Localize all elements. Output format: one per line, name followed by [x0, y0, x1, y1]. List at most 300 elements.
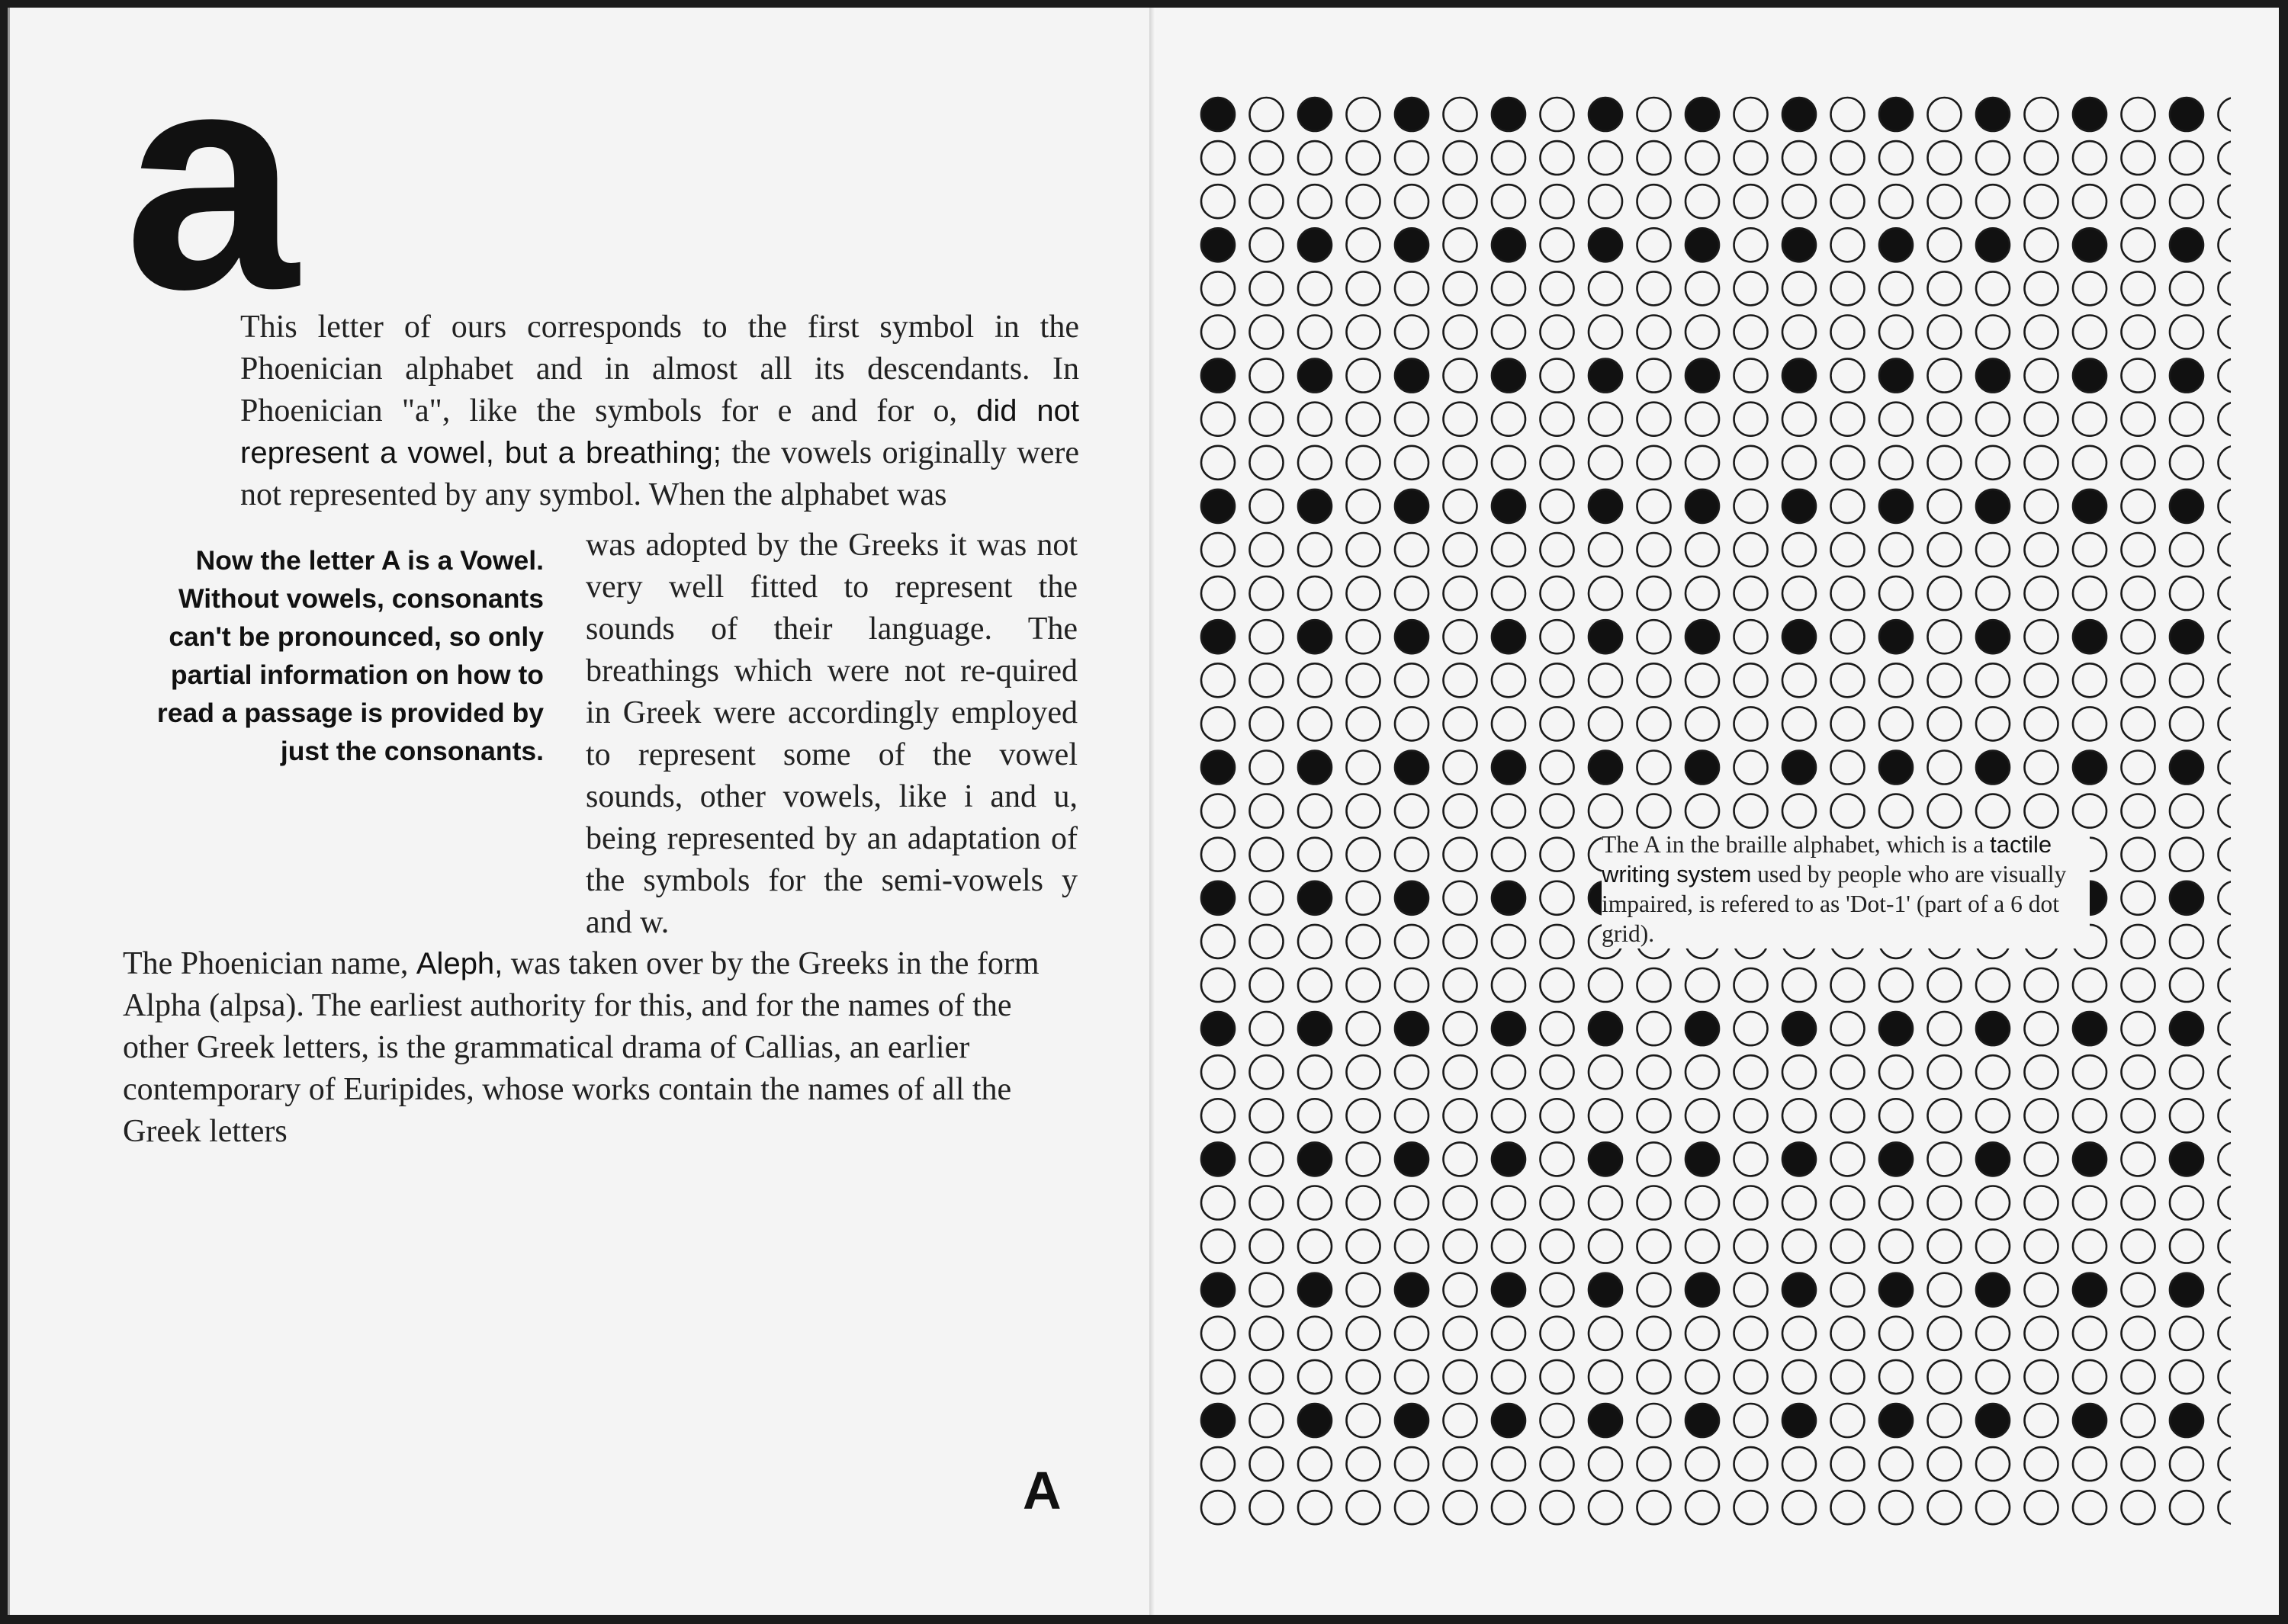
braille-dot-empty: [1347, 446, 1380, 480]
braille-dot-filled: [1782, 1273, 1816, 1307]
braille-dot-empty: [1298, 446, 1332, 480]
braille-dot-empty: [1637, 1317, 1671, 1350]
braille-dot-filled: [1976, 98, 2010, 131]
braille-dot-filled: [2073, 489, 2106, 523]
braille-dot-empty: [1250, 1447, 1284, 1481]
braille-dot-empty: [2025, 1491, 2058, 1524]
braille-dot-empty: [2073, 533, 2106, 566]
braille-dot-empty: [1347, 141, 1380, 175]
braille-dot-empty: [1541, 446, 1574, 480]
braille-dot-empty: [1347, 271, 1380, 305]
braille-dot-empty: [1250, 1491, 1284, 1524]
braille-dot-empty: [1541, 1447, 1574, 1481]
braille-dot-empty: [1541, 576, 1574, 610]
braille-dot-empty: [1685, 1186, 1719, 1220]
braille-dot-empty: [1395, 1230, 1428, 1263]
braille-dot-filled: [1395, 489, 1428, 523]
braille-dot-empty: [2073, 968, 2106, 1002]
braille-dot-empty: [1444, 1491, 1477, 1524]
braille-dot-empty: [1589, 141, 1622, 175]
braille-dot-empty: [1347, 968, 1380, 1002]
braille-dot-empty: [1250, 968, 1284, 1002]
braille-dot-filled: [1201, 751, 1235, 785]
braille-dot-empty: [1734, 1186, 1768, 1220]
braille-dot-empty: [1347, 228, 1380, 262]
braille-dot-empty: [2122, 794, 2155, 828]
braille-dot-empty: [1541, 1099, 1574, 1132]
braille-dot-empty: [2219, 1273, 2232, 1307]
braille-dot-empty: [1395, 1186, 1428, 1220]
braille-dot-empty: [1831, 1360, 1865, 1394]
braille-dot-empty: [1201, 1360, 1235, 1394]
braille-dot-empty: [1589, 403, 1622, 436]
braille-dot-empty: [1879, 1317, 1913, 1350]
braille-dot-empty: [2025, 1273, 2058, 1307]
braille-dot-empty: [1347, 794, 1380, 828]
braille-dot-empty: [1879, 1360, 1913, 1394]
braille-dot-empty: [1250, 1404, 1284, 1437]
caption-emphasis: tactile writing system: [1602, 831, 2052, 887]
braille-dot-empty: [2025, 316, 2058, 349]
braille-dot-empty: [1444, 968, 1477, 1002]
braille-dot-empty: [2122, 1404, 2155, 1437]
braille-dot-empty: [1685, 968, 1719, 1002]
braille-dot-empty: [1298, 1447, 1332, 1481]
braille-dot-filled: [1879, 228, 1913, 262]
braille-dot-empty: [1201, 1099, 1235, 1132]
braille-dot-empty: [1201, 925, 1235, 958]
braille-dot-empty: [1298, 707, 1332, 740]
braille-dot-empty: [1492, 663, 1525, 697]
braille-dot-filled: [2073, 1404, 2106, 1437]
body-column: was adopted by the Greeks it was not very well fitted to represent the sounds of their language. The breathings which were not re-quired in Greek were accordingly employed to represent some of the vowel sounds, other vowels, like i and u, being represented by an adaptation of the symbols for the semi-vowels y and w.: [586, 528, 1078, 940]
braille-dot-empty: [2122, 1317, 2155, 1350]
caption-text-start: The A in the braille alphabet, which is a: [1602, 831, 1991, 858]
braille-dot-empty: [1928, 1491, 1962, 1524]
braille-dot-empty: [1976, 1317, 2010, 1350]
braille-dot-empty: [2122, 663, 2155, 697]
braille-dot-filled: [1492, 620, 1525, 653]
braille-dot-empty: [2122, 1142, 2155, 1176]
braille-dot-empty: [1395, 663, 1428, 697]
braille-dot-filled: [1782, 751, 1816, 785]
braille-dot-filled: [1589, 228, 1622, 262]
braille-dot-empty: [1492, 1317, 1525, 1350]
braille-dot-empty: [1541, 1142, 1574, 1176]
braille-dot-empty: [1250, 228, 1284, 262]
braille-dot-empty: [1637, 403, 1671, 436]
braille-dot-empty: [2122, 98, 2155, 131]
braille-dot-filled: [1879, 620, 1913, 653]
braille-dot-empty: [1201, 316, 1235, 349]
braille-dot-empty: [1492, 838, 1525, 871]
braille-dot-empty: [1637, 1055, 1671, 1089]
braille-dot-filled: [1879, 1012, 1913, 1045]
braille-dot-empty: [1541, 141, 1574, 175]
braille-dot-empty: [1347, 1404, 1380, 1437]
braille-dot-empty: [1831, 533, 1865, 566]
braille-dot-empty: [1685, 533, 1719, 566]
braille-dot-empty: [1928, 1273, 1962, 1307]
braille-dot-empty: [1444, 1360, 1477, 1394]
braille-dot-empty: [1347, 925, 1380, 958]
braille-dot-empty: [1831, 794, 1865, 828]
braille-dot-empty: [1879, 533, 1913, 566]
braille-dot-empty: [2219, 751, 2232, 785]
braille-dot-empty: [1444, 576, 1477, 610]
braille-dot-empty: [1444, 663, 1477, 697]
braille-dot-empty: [1879, 1447, 1913, 1481]
braille-dot-empty: [1831, 403, 1865, 436]
braille-dot-empty: [1734, 1099, 1768, 1132]
aleph-emphasis: Aleph,: [416, 947, 503, 980]
braille-dot-empty: [1782, 1186, 1816, 1220]
braille-dot-empty: [1782, 1230, 1816, 1263]
braille-dot-empty: [1541, 271, 1574, 305]
braille-dot-empty: [1831, 1273, 1865, 1307]
braille-dot-filled: [1589, 359, 1622, 393]
braille-dot-empty: [1201, 707, 1235, 740]
braille-dot-empty: [1782, 1317, 1816, 1350]
braille-dot-empty: [1831, 1186, 1865, 1220]
braille-dot-empty: [1541, 403, 1574, 436]
braille-dot-empty: [1201, 838, 1235, 871]
braille-dot-empty: [2219, 141, 2232, 175]
braille-dot-empty: [2219, 359, 2232, 393]
braille-dot-empty: [2025, 489, 2058, 523]
braille-dot-filled: [1201, 1142, 1235, 1176]
braille-dot-filled: [2170, 489, 2203, 523]
braille-dot-filled: [1298, 620, 1332, 653]
braille-dot-empty: [1637, 533, 1671, 566]
braille-dot-empty: [2219, 271, 2232, 305]
braille-dot-empty: [2122, 1491, 2155, 1524]
braille-dot-empty: [2219, 925, 2232, 958]
braille-dot-empty: [2170, 707, 2203, 740]
braille-dot-empty: [1201, 1447, 1235, 1481]
braille-dot-empty: [2122, 576, 2155, 610]
braille-dot-empty: [2219, 1230, 2232, 1263]
braille-dot-empty: [1589, 316, 1622, 349]
braille-dot-filled: [1976, 1142, 2010, 1176]
braille-dot-empty: [2122, 228, 2155, 262]
braille-dot-empty: [1395, 1447, 1428, 1481]
braille-dot-empty: [1492, 316, 1525, 349]
braille-dot-filled: [1201, 98, 1235, 131]
braille-dot-empty: [2122, 185, 2155, 218]
braille-dot-empty: [1928, 271, 1962, 305]
braille-dot-empty: [1879, 1491, 1913, 1524]
braille-dot-empty: [1298, 316, 1332, 349]
braille-dot-empty: [1637, 1273, 1671, 1307]
braille-dot-empty: [1347, 1142, 1380, 1176]
braille-dot-empty: [1831, 1447, 1865, 1481]
braille-dot-empty: [2122, 489, 2155, 523]
braille-dot-empty: [1541, 663, 1574, 697]
braille-dot-empty: [2025, 968, 2058, 1002]
braille-dot-filled: [1201, 620, 1235, 653]
braille-dot-empty: [1928, 707, 1962, 740]
braille-dot-filled: [2073, 1012, 2106, 1045]
braille-dot-empty: [2170, 1230, 2203, 1263]
braille-dot-filled: [1298, 1012, 1332, 1045]
braille-dot-empty: [2170, 1055, 2203, 1089]
braille-dot-grid: [1197, 94, 2231, 1550]
braille-dot-filled: [1395, 881, 1428, 915]
braille-dot-empty: [1395, 316, 1428, 349]
braille-dot-empty: [1492, 968, 1525, 1002]
braille-dot-empty: [2025, 141, 2058, 175]
braille-dot-empty: [1250, 271, 1284, 305]
braille-dot-empty: [1347, 533, 1380, 566]
braille-dot-empty: [1637, 1491, 1671, 1524]
braille-dot-empty: [2219, 185, 2232, 218]
braille-dot-empty: [1444, 1099, 1477, 1132]
braille-dot-empty: [1395, 1317, 1428, 1350]
braille-dot-empty: [1976, 141, 2010, 175]
braille-dot-empty: [1734, 185, 1768, 218]
braille-dot-empty: [1976, 1230, 2010, 1263]
braille-dot-empty: [1298, 271, 1332, 305]
braille-dot-empty: [1250, 838, 1284, 871]
braille-dot-empty: [1298, 403, 1332, 436]
braille-dot-empty: [1541, 1012, 1574, 1045]
braille-dot-empty: [1928, 316, 1962, 349]
braille-dot-filled: [1201, 1012, 1235, 1045]
braille-dot-empty: [1492, 1099, 1525, 1132]
braille-dot-filled: [1298, 98, 1332, 131]
braille-dot-empty: [2219, 838, 2232, 871]
braille-dot-filled: [1685, 489, 1719, 523]
braille-dot-empty: [2073, 1186, 2106, 1220]
braille-dot-filled: [1879, 489, 1913, 523]
braille-dot-empty: [1541, 359, 1574, 393]
braille-dot-empty: [1541, 751, 1574, 785]
braille-dot-filled: [2170, 1404, 2203, 1437]
caption-text-end: used by people who are visually impaired, is refered to as 'Dot-1' (part of a 6 dot grid).: [1602, 861, 2067, 947]
braille-dot-empty: [1879, 271, 1913, 305]
braille-dot-filled: [2170, 881, 2203, 915]
braille-dot-empty: [1298, 838, 1332, 871]
braille-dot-empty: [1541, 1317, 1574, 1350]
braille-dot-empty: [1492, 533, 1525, 566]
braille-dot-empty: [1685, 1360, 1719, 1394]
braille-dot-empty: [1444, 1447, 1477, 1481]
braille-dot-empty: [2122, 1099, 2155, 1132]
braille-dot-empty: [1541, 1273, 1574, 1307]
braille-dot-empty: [1444, 1404, 1477, 1437]
big-letter: a: [124, 8, 296, 354]
braille-dot-empty: [2170, 141, 2203, 175]
braille-dot-empty: [1637, 271, 1671, 305]
braille-dot-empty: [2073, 403, 2106, 436]
intro-emphasis: did not represent a vowel, but a breathing;: [240, 394, 1079, 470]
braille-dot-empty: [1541, 185, 1574, 218]
braille-dot-empty: [1347, 838, 1380, 871]
braille-dot-filled: [1492, 489, 1525, 523]
braille-dot-filled: [2170, 359, 2203, 393]
braille-dot-empty: [2219, 1012, 2232, 1045]
braille-dot-filled: [2073, 620, 2106, 653]
braille-dot-empty: [2073, 271, 2106, 305]
braille-dot-empty: [1879, 185, 1913, 218]
second-paragraph: [123, 943, 1079, 1153]
braille-dot-empty: [2073, 446, 2106, 480]
braille-dot-empty: [2025, 1186, 2058, 1220]
braille-dot-empty: [1637, 1447, 1671, 1481]
braille-dot-empty: [2025, 576, 2058, 610]
braille-dot-empty: [1395, 1360, 1428, 1394]
braille-dot-empty: [1201, 141, 1235, 175]
braille-dot-empty: [1395, 838, 1428, 871]
braille-dot-empty: [1250, 881, 1284, 915]
braille-dot-empty: [2025, 1360, 2058, 1394]
braille-dot-empty: [1831, 316, 1865, 349]
braille-dot-empty: [1492, 141, 1525, 175]
braille-dot-empty: [1201, 271, 1235, 305]
braille-dot-empty: [2073, 576, 2106, 610]
braille-dot-empty: [2073, 1360, 2106, 1394]
braille-dot-empty: [2025, 446, 2058, 480]
braille-dot-empty: [1250, 316, 1284, 349]
braille-dot-empty: [1492, 1186, 1525, 1220]
braille-dot-empty: [1444, 794, 1477, 828]
braille-dot-empty: [2025, 228, 2058, 262]
braille-dot-empty: [1637, 141, 1671, 175]
braille-dot-empty: [1298, 533, 1332, 566]
braille-dot-empty: [1492, 1447, 1525, 1481]
braille-dot-filled: [1395, 751, 1428, 785]
braille-dot-empty: [1831, 620, 1865, 653]
braille-dot-empty: [1541, 1186, 1574, 1220]
braille-dot-empty: [1347, 359, 1380, 393]
braille-dot-empty: [2122, 316, 2155, 349]
braille-dot-empty: [1782, 707, 1816, 740]
braille-dot-empty: [1928, 1447, 1962, 1481]
braille-dot-empty: [1976, 663, 2010, 697]
braille-dot-empty: [1879, 663, 1913, 697]
braille-dot-filled: [1879, 751, 1913, 785]
braille-dot-empty: [1395, 968, 1428, 1002]
braille-dot-filled: [2170, 1273, 2203, 1307]
braille-dot-empty: [1395, 707, 1428, 740]
braille-dot-empty: [1928, 185, 1962, 218]
braille-dot-empty: [1395, 925, 1428, 958]
braille-dot-empty: [1685, 707, 1719, 740]
braille-dot-empty: [1492, 446, 1525, 480]
braille-dot-empty: [1685, 1317, 1719, 1350]
braille-dot-filled: [1395, 359, 1428, 393]
braille-dot-empty: [1541, 1360, 1574, 1394]
braille-dot-filled: [2170, 1142, 2203, 1176]
braille-dot-empty: [1879, 1055, 1913, 1089]
braille-dot-empty: [2122, 620, 2155, 653]
braille-dot-filled: [1492, 359, 1525, 393]
braille-dot-empty: [2170, 1317, 2203, 1350]
braille-dot-empty: [1685, 446, 1719, 480]
braille-dot-empty: [2219, 1491, 2232, 1524]
braille-dot-empty: [1685, 1447, 1719, 1481]
intro-paragraph: [240, 307, 1079, 516]
braille-dot-filled: [1685, 1012, 1719, 1045]
braille-dot-empty: [2170, 576, 2203, 610]
braille-dot-empty: [1734, 794, 1768, 828]
braille-dot-empty: [2170, 316, 2203, 349]
braille-dot-empty: [1250, 1012, 1284, 1045]
braille-dot-empty: [2170, 446, 2203, 480]
braille-dot-empty: [2219, 968, 2232, 1002]
braille-dot-empty: [1250, 1273, 1284, 1307]
braille-dot-filled: [2170, 98, 2203, 131]
braille-dot-filled: [1589, 1273, 1622, 1307]
braille-dot-empty: [2122, 403, 2155, 436]
braille-dot-empty: [1298, 1491, 1332, 1524]
braille-dot-empty: [1201, 403, 1235, 436]
braille-dot-empty: [1928, 751, 1962, 785]
braille-dot-empty: [1444, 1055, 1477, 1089]
braille-dot-empty: [1831, 359, 1865, 393]
braille-dot-empty: [1976, 185, 2010, 218]
braille-dot-empty: [1782, 968, 1816, 1002]
braille-dot-empty: [2170, 185, 2203, 218]
braille-dot-empty: [2219, 1360, 2232, 1394]
braille-dot-filled: [1782, 620, 1816, 653]
braille-dot-empty: [2122, 1447, 2155, 1481]
braille-dot-empty: [2122, 925, 2155, 958]
braille-dot-empty: [2025, 1012, 2058, 1045]
braille-dot-filled: [1976, 228, 2010, 262]
braille-dot-empty: [1879, 968, 1913, 1002]
braille-dot-empty: [1201, 446, 1235, 480]
braille-dot-filled: [1201, 881, 1235, 915]
braille-dot-empty: [1250, 1142, 1284, 1176]
braille-dot-empty: [1831, 1055, 1865, 1089]
braille-dot-filled: [2073, 1142, 2106, 1176]
braille-dot-empty: [2219, 446, 2232, 480]
braille-dot-empty: [1347, 1447, 1380, 1481]
braille-dot-empty: [1976, 403, 2010, 436]
page-letter: A: [1023, 1461, 1062, 1520]
braille-dot-empty: [1444, 446, 1477, 480]
braille-dot-filled: [1685, 98, 1719, 131]
braille-dot-empty: [1782, 446, 1816, 480]
braille-dot-empty: [2073, 1317, 2106, 1350]
braille-dot-empty: [1928, 533, 1962, 566]
braille-dot-filled: [1685, 1142, 1719, 1176]
braille-dot-empty: [1831, 751, 1865, 785]
braille-dot-empty: [1637, 359, 1671, 393]
braille-dot-empty: [1347, 576, 1380, 610]
braille-dot-empty: [1637, 620, 1671, 653]
braille-dot-empty: [2122, 271, 2155, 305]
braille-dot-empty: [1685, 576, 1719, 610]
braille-dot-empty: [1976, 533, 2010, 566]
braille-dot-empty: [2025, 359, 2058, 393]
braille-dot-empty: [1637, 1142, 1671, 1176]
braille-dot-empty: [1734, 141, 1768, 175]
braille-dot-filled: [1298, 881, 1332, 915]
braille-dot-filled: [1976, 1273, 2010, 1307]
braille-dot-empty: [1734, 98, 1768, 131]
braille-dot-empty: [1589, 533, 1622, 566]
braille-dot-filled: [1879, 98, 1913, 131]
braille-dot-empty: [1976, 1447, 2010, 1481]
braille-dot-empty: [2025, 1404, 2058, 1437]
braille-dot-empty: [1637, 1012, 1671, 1045]
braille-dot-empty: [1347, 98, 1380, 131]
braille-dot-empty: [1637, 1186, 1671, 1220]
braille-dot-empty: [1976, 316, 2010, 349]
